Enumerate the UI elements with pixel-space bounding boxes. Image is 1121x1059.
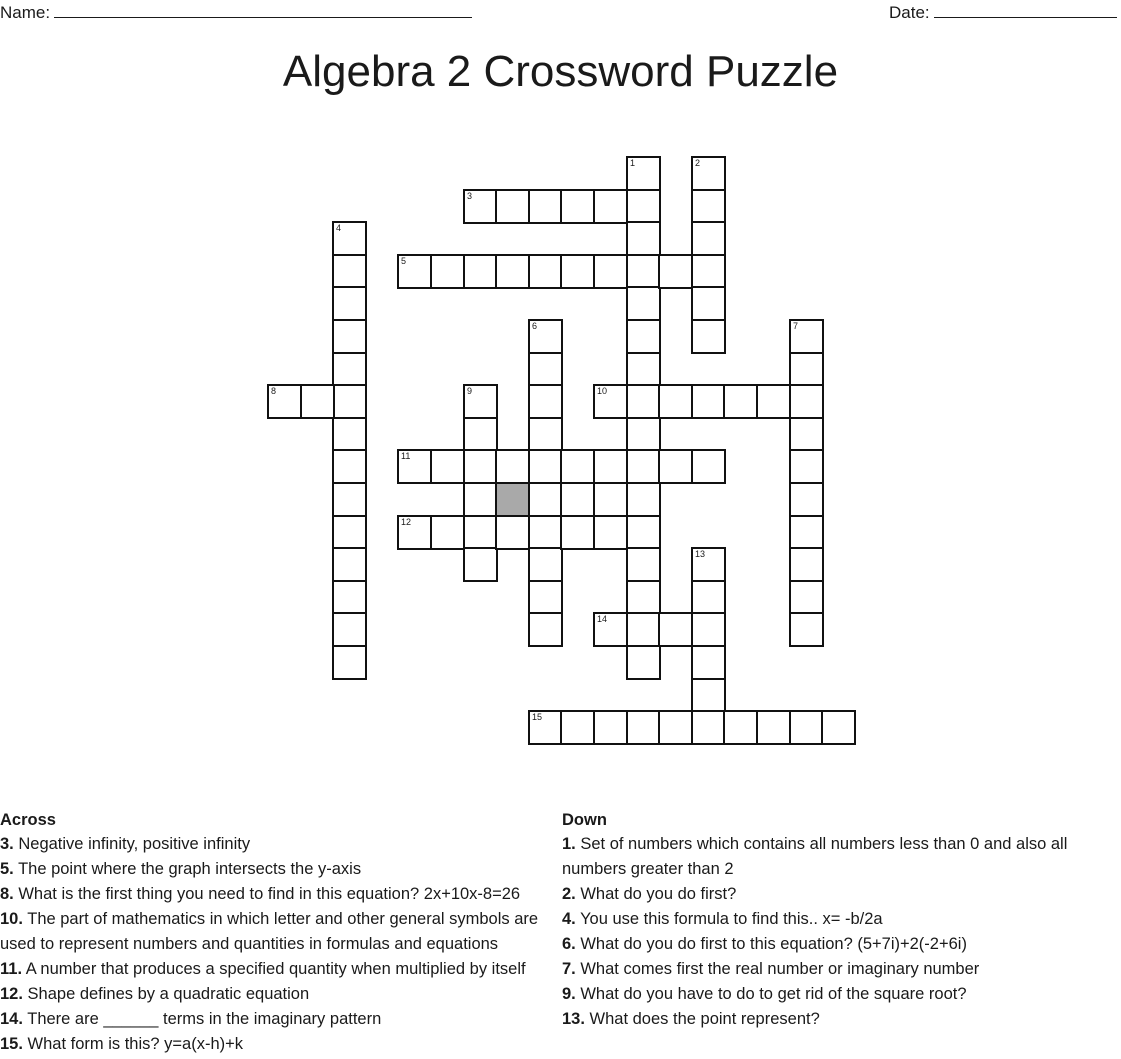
down-clue xyxy=(562,832,1117,882)
grid-cell[interactable] xyxy=(789,547,824,582)
clue-number: 11 xyxy=(401,451,411,461)
grid-cell[interactable] xyxy=(821,710,856,745)
grid-cell[interactable] xyxy=(495,515,530,550)
grid-cell[interactable] xyxy=(528,449,563,484)
grid-cell[interactable] xyxy=(528,612,563,647)
grid-cell[interactable] xyxy=(626,710,661,745)
grid-cell[interactable] xyxy=(528,710,563,745)
across-clue xyxy=(0,1032,560,1057)
grid-cell[interactable] xyxy=(332,612,367,647)
grid-cell[interactable] xyxy=(593,189,628,224)
grid-cell[interactable] xyxy=(528,580,563,615)
clue-text: What does the point represent? xyxy=(589,1010,820,1028)
clue-text: What is the first thing you need to find in this equation? 2x+10x-8=26 xyxy=(18,885,521,903)
clue-text: What comes first the real number or imaginary number xyxy=(580,960,980,978)
grid-cell[interactable] xyxy=(756,710,791,745)
clue-number: 10 xyxy=(597,386,608,396)
clue-number-label: 1. xyxy=(562,835,576,853)
clue-number: 7 xyxy=(793,321,799,331)
grid-cell[interactable] xyxy=(626,449,661,484)
across-clue-list xyxy=(0,832,560,1057)
grid-cell[interactable] xyxy=(332,221,367,256)
grid-cell[interactable] xyxy=(560,710,595,745)
grid-cell[interactable] xyxy=(528,515,563,550)
grid-cell[interactable] xyxy=(626,319,661,354)
grid-cell[interactable] xyxy=(691,449,726,484)
clue-number: 8 xyxy=(271,386,277,396)
grid-cell[interactable] xyxy=(723,710,758,745)
clue-number: 4 xyxy=(336,223,342,233)
grid-cell[interactable] xyxy=(789,612,824,647)
clue-number: 3 xyxy=(467,191,473,201)
grid-cell[interactable] xyxy=(528,384,563,419)
clue-text: What form is this? y=a(x-h)+k xyxy=(27,1035,244,1053)
grid-cell[interactable] xyxy=(332,319,367,354)
grid-cell[interactable] xyxy=(560,482,595,517)
grid-cell[interactable] xyxy=(691,189,726,224)
grid-cell[interactable] xyxy=(691,156,726,191)
clue-number: 15 xyxy=(532,712,543,722)
clue-text: What do you do first to this equation? (5+7i)+2(-2+6i) xyxy=(580,935,967,953)
clue-number-label: 5. xyxy=(0,860,14,878)
grid-cell[interactable] xyxy=(560,189,595,224)
grid-cell[interactable] xyxy=(528,482,563,517)
across-clue xyxy=(0,957,560,982)
clue-number-label: 2. xyxy=(562,885,576,903)
grid-cell[interactable] xyxy=(789,319,824,354)
grid-cell[interactable] xyxy=(691,612,726,647)
grid-cell[interactable] xyxy=(528,189,563,224)
grid-cell[interactable] xyxy=(691,547,726,582)
grid-cell[interactable] xyxy=(332,515,367,550)
grid-cell[interactable] xyxy=(658,254,693,289)
grid-cell[interactable] xyxy=(658,449,693,484)
grid-cell[interactable] xyxy=(626,580,661,615)
date-field[interactable] xyxy=(889,3,1117,23)
clue-text: Negative infinity, positive infinity xyxy=(18,835,251,853)
grid-cell[interactable] xyxy=(332,547,367,582)
clue-number-label: 8. xyxy=(0,885,14,903)
across-clues xyxy=(0,812,560,1057)
grid-cell[interactable] xyxy=(626,156,661,191)
clue-text: The part of mathematics in which letter and other general symbols are used to represent numbers and quantities in formulas and equations xyxy=(0,910,539,953)
clue-number-label: 10. xyxy=(0,910,23,928)
clue-number: 12 xyxy=(401,517,412,527)
grid-cell[interactable] xyxy=(691,384,726,419)
grid-cell[interactable] xyxy=(332,286,367,321)
clue-number: 14 xyxy=(597,614,608,624)
grid-cell[interactable] xyxy=(430,449,465,484)
grid-cell[interactable] xyxy=(691,221,726,256)
across-clue xyxy=(0,982,560,1007)
clue-number: 6 xyxy=(532,321,538,331)
clue-number: 2 xyxy=(695,158,701,168)
grid-cell[interactable] xyxy=(463,254,498,289)
grid-cell[interactable] xyxy=(789,352,824,387)
across-clue xyxy=(0,1007,560,1032)
grid-cell[interactable] xyxy=(528,254,563,289)
grid-cell[interactable] xyxy=(691,286,726,321)
grid-cell[interactable] xyxy=(789,417,824,452)
grid-cell[interactable] xyxy=(397,449,432,484)
grid-cell[interactable] xyxy=(332,449,367,484)
clue-text: There are ______ terms in the imaginary pattern xyxy=(27,1010,382,1028)
date-label: Date: xyxy=(889,3,930,22)
grid-cell[interactable] xyxy=(691,710,726,745)
grid-cell[interactable] xyxy=(658,710,693,745)
across-heading: Across xyxy=(0,811,56,829)
grid-cell[interactable] xyxy=(626,189,661,224)
grid-cell[interactable] xyxy=(463,417,498,452)
clue-number: 1 xyxy=(630,158,636,168)
grid-cell[interactable] xyxy=(463,189,498,224)
clue-number-label: 15. xyxy=(0,1035,23,1053)
grid-cell[interactable] xyxy=(397,515,432,550)
grid-cell[interactable] xyxy=(691,645,726,680)
grid-cell[interactable] xyxy=(593,449,628,484)
grid-cell[interactable] xyxy=(560,449,595,484)
clue-text: You use this formula to find this.. x= -b/2a xyxy=(580,910,883,928)
down-heading: Down xyxy=(562,811,607,829)
grid-cell[interactable] xyxy=(267,384,302,419)
grid-cell[interactable] xyxy=(626,286,661,321)
clue-text: What do you do first? xyxy=(580,885,737,903)
grid-cell[interactable] xyxy=(463,384,498,419)
grid-cell[interactable] xyxy=(626,612,661,647)
grid-cell[interactable] xyxy=(495,189,530,224)
grid-cell[interactable] xyxy=(691,319,726,354)
grid-cell[interactable] xyxy=(789,449,824,484)
grid-cell[interactable] xyxy=(658,384,693,419)
grid-cell[interactable] xyxy=(626,417,661,452)
clue-number-label: 13. xyxy=(562,1010,585,1028)
down-clue xyxy=(562,1007,1117,1032)
across-clue xyxy=(0,857,560,882)
grid-cell[interactable] xyxy=(626,515,661,550)
name-blank-line[interactable] xyxy=(54,3,472,18)
page-title: Algebra 2 Crossword Puzzle xyxy=(282,47,839,96)
grid-cell[interactable] xyxy=(332,417,367,452)
grid-cell[interactable] xyxy=(332,384,367,419)
clue-number-label: 7. xyxy=(562,960,576,978)
grid-cell[interactable] xyxy=(397,254,432,289)
clue-number-label: 9. xyxy=(562,985,576,1003)
grid-cell[interactable] xyxy=(463,449,498,484)
grid-cell[interactable] xyxy=(626,547,661,582)
grid-cell[interactable] xyxy=(463,547,498,582)
date-blank-line[interactable] xyxy=(934,3,1117,18)
down-clue-list xyxy=(562,832,1117,1032)
grid-cell[interactable] xyxy=(528,547,563,582)
clue-text: A number that produces a specified quantity when multiplied by itself xyxy=(25,960,526,978)
grid-cell[interactable] xyxy=(626,221,661,256)
grid-cell[interactable] xyxy=(691,580,726,615)
grid-cell[interactable] xyxy=(528,417,563,452)
grid-cell[interactable] xyxy=(593,482,628,517)
clue-text: What do you have to do to get rid of the square root? xyxy=(580,985,967,1003)
clue-number-label: 4. xyxy=(562,910,576,928)
grid-cell[interactable] xyxy=(463,482,498,517)
clue-text: Shape defines by a quadratic equation xyxy=(27,985,310,1003)
grid-cell[interactable] xyxy=(789,515,824,550)
grid-cell[interactable] xyxy=(756,384,791,419)
name-label: Name: xyxy=(0,3,51,22)
shaded-cell xyxy=(495,482,530,517)
grid-cell[interactable] xyxy=(691,678,726,713)
grid-cell[interactable] xyxy=(430,254,465,289)
grid-cell[interactable] xyxy=(626,352,661,387)
grid-cell[interactable] xyxy=(463,515,498,550)
grid-cell[interactable] xyxy=(723,384,758,419)
grid-cell[interactable] xyxy=(430,515,465,550)
clue-number-label: 11. xyxy=(0,960,23,978)
grid-cell[interactable] xyxy=(593,515,628,550)
across-clue xyxy=(0,882,560,907)
clue-number: 5 xyxy=(401,256,407,266)
grid-cell[interactable] xyxy=(300,384,335,419)
across-clue xyxy=(0,832,560,857)
grid-cell[interactable] xyxy=(789,580,824,615)
grid-cell[interactable] xyxy=(528,352,563,387)
grid-cell[interactable] xyxy=(626,482,661,517)
grid-cell[interactable] xyxy=(560,254,595,289)
grid-cell[interactable] xyxy=(593,710,628,745)
grid-cell[interactable] xyxy=(495,449,530,484)
grid-cell[interactable] xyxy=(626,384,661,419)
clue-text: The point where the graph intersects the y-axis xyxy=(18,860,362,878)
grid-cell[interactable] xyxy=(658,612,693,647)
grid-cell[interactable] xyxy=(332,645,367,680)
grid-cell[interactable] xyxy=(593,384,628,419)
clue-text: Set of numbers which contains all numbers less than 0 and also all numbers greater than 2 xyxy=(562,835,1068,878)
grid-cell[interactable] xyxy=(332,352,367,387)
grid-cell[interactable] xyxy=(495,254,530,289)
down-clue xyxy=(562,932,1117,957)
grid-cell[interactable] xyxy=(626,645,661,680)
grid-cell[interactable] xyxy=(691,254,726,289)
grid-cell[interactable] xyxy=(332,254,367,289)
grid-cell[interactable] xyxy=(789,482,824,517)
down-clue xyxy=(562,957,1117,982)
down-clues xyxy=(562,812,1117,1032)
clue-number-label: 12. xyxy=(0,985,23,1003)
grid-cell[interactable] xyxy=(789,710,824,745)
grid-cell[interactable] xyxy=(528,319,563,354)
grid-cell[interactable] xyxy=(560,515,595,550)
clue-number-label: 3. xyxy=(0,835,14,853)
down-clue xyxy=(562,882,1117,907)
grid-cell[interactable] xyxy=(593,254,628,289)
clue-number: 13 xyxy=(695,549,706,559)
grid-cell[interactable] xyxy=(332,580,367,615)
clue-number: 9 xyxy=(467,386,473,396)
grid-cell[interactable] xyxy=(593,612,628,647)
clue-number-label: 14. xyxy=(0,1010,23,1028)
down-clue xyxy=(562,907,1117,932)
grid-cell[interactable] xyxy=(332,482,367,517)
clue-number-label: 6. xyxy=(562,935,576,953)
grid-cell[interactable] xyxy=(626,254,661,289)
name-field[interactable] xyxy=(0,3,472,23)
grid-cell[interactable] xyxy=(789,384,824,419)
across-clue xyxy=(0,907,560,957)
down-clue xyxy=(562,982,1117,1007)
